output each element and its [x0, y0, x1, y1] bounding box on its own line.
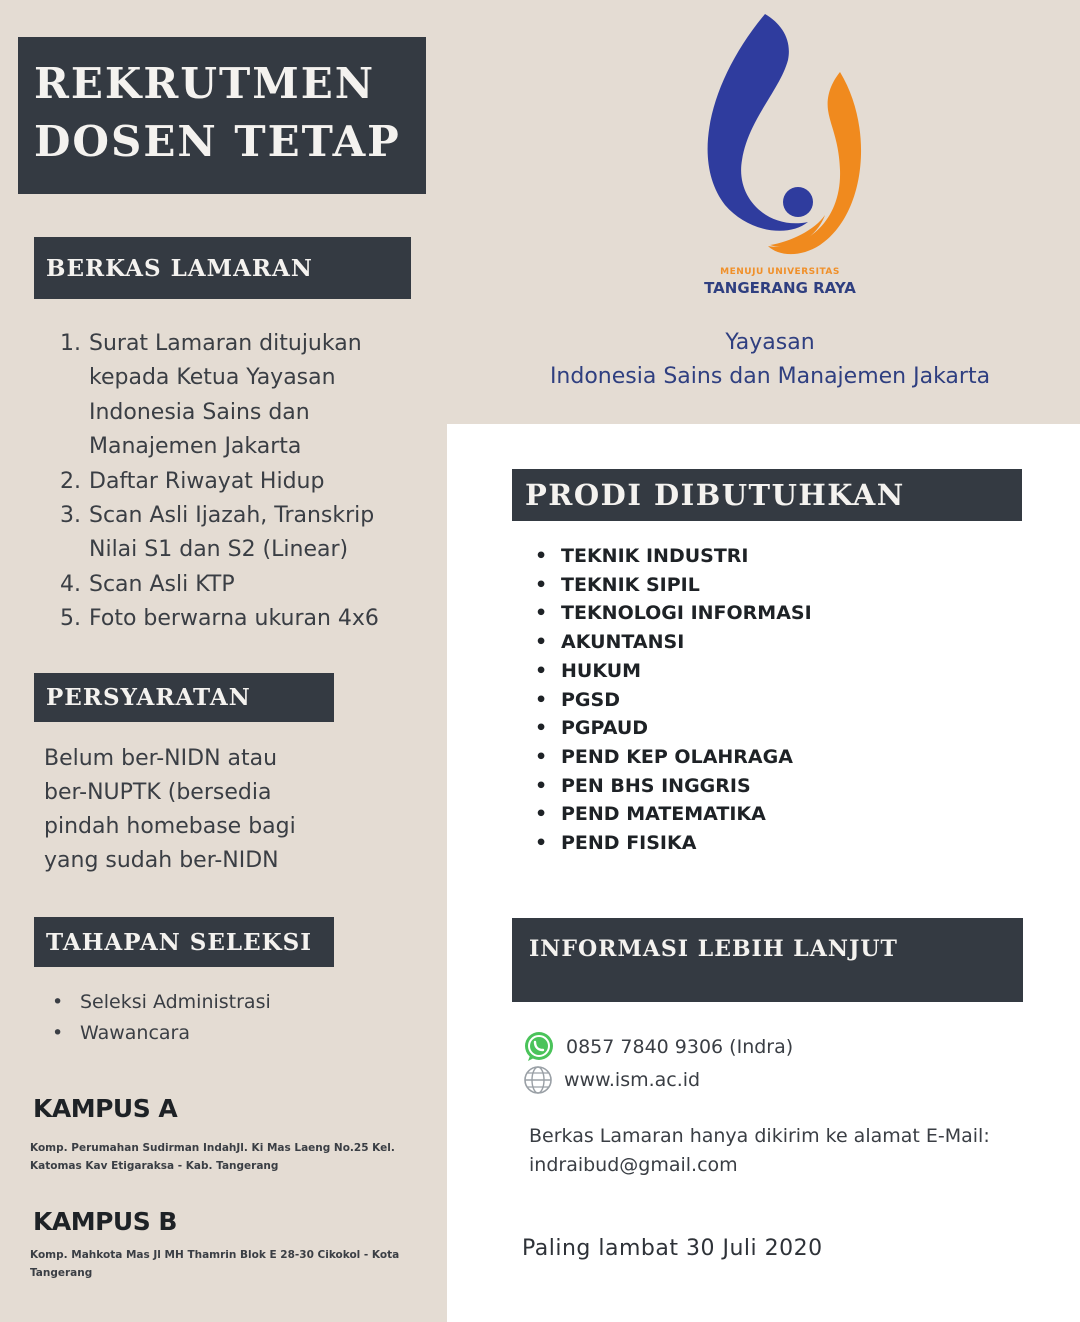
persyaratan-text: Belum ber-NIDN atau ber-NUPTK (bersedia pindah homebase bagi yang sudah ber-NIDN — [44, 746, 296, 873]
list-item: • PEN BHS INGGRIS — [535, 772, 812, 801]
kampus-a-title: KAMPUS A — [33, 1094, 178, 1123]
kampus-b-title: KAMPUS B — [33, 1207, 177, 1236]
list-item: • PEND MATEMATIKA — [535, 800, 812, 829]
list-item: • TEKNIK SIPIL — [535, 571, 812, 600]
title-line-1: REKRUTMEN — [34, 59, 376, 108]
list-item: 5. Foto berwarna ukuran 4x6 — [60, 606, 379, 632]
info-heading: INFORMASI LEBIH LANJUT — [512, 918, 1023, 1002]
yayasan-label: Yayasan — [725, 330, 815, 355]
list-item: • HUKUM — [535, 657, 812, 686]
prodi-list — [535, 542, 812, 858]
berkas-heading: BERKAS LAMARAN — [34, 237, 411, 299]
list-item: • Wawancara — [52, 1018, 271, 1049]
berkas-list — [60, 327, 440, 637]
phone-number[interactable]: 0857 7840 9306 (Indra) — [566, 1036, 794, 1058]
website-row — [522, 1064, 700, 1096]
list-item: • PEND FISIKA — [535, 829, 812, 858]
yayasan-name: Indonesia Sains dan Manajemen Jakarta — [549, 364, 991, 389]
kampus-a-address: Komp. Perumahan Sudirman IndahJl. Ki Mas Laeng No.25 Kel. Katomas Kav Etigaraksa - Kab. Tangerang — [30, 1142, 395, 1172]
flame-logo-icon — [690, 10, 870, 265]
email-note — [529, 1122, 999, 1180]
list-item: 4. Scan Asli KTP — [60, 571, 235, 597]
list-item: • Seleksi Administrasi — [52, 987, 271, 1018]
list-item: • TEKNOLOGI INFORMASI — [535, 599, 812, 628]
left-background — [0, 0, 447, 1322]
website-link[interactable]: www.ism.ac.id — [564, 1069, 701, 1091]
list-item: 3. Scan Asli Ijazah, Transkrip Nilai S1 dan S2 (Linear) — [60, 503, 375, 563]
prodi-heading: PRODI DIBUTUHKAN — [512, 469, 1022, 521]
tahapan-heading: TAHAPAN SELEKSI — [34, 917, 334, 967]
list-item: • PEND KEP OLAHRAGA — [535, 743, 812, 772]
deadline-text: Paling lambat 30 Juli 2020 — [522, 1236, 823, 1261]
title-line-2: DOSEN TETAP — [34, 117, 401, 166]
logo-name: TANGERANG RAYA — [704, 279, 856, 297]
list-item: 1. Surat Lamaran ditujukan kepada Ketua Yayasan Indonesia Sains dan Manajemen Jakarta — [60, 331, 362, 460]
whatsapp-icon — [522, 1030, 556, 1064]
title-box — [18, 37, 426, 194]
tahapan-list — [52, 987, 271, 1049]
list-item: • AKUNTANSI — [535, 628, 812, 657]
persyaratan-heading: PERSYARATAN — [34, 673, 334, 722]
globe-icon — [522, 1064, 554, 1096]
list-item: • TEKNIK INDUSTRI — [535, 542, 812, 571]
kampus-b-address: Komp. Mahkota Mas Jl MH Thamrin Blok E 28-30 Cikokol - Kota Tangerang — [30, 1249, 400, 1279]
logo-subtitle: MENUJU UNIVERSITAS — [720, 267, 840, 277]
email-address[interactable]: indraibud@gmail.com — [529, 1154, 738, 1176]
list-item: 2. Daftar Riwayat Hidup — [60, 468, 325, 494]
list-item: • PGSD — [535, 686, 812, 715]
phone-row — [522, 1030, 793, 1064]
list-item: • PGPAUD — [535, 714, 812, 743]
email-note-text: Berkas Lamaran hanya dikirim ke alamat E-Mail: — [529, 1125, 990, 1147]
